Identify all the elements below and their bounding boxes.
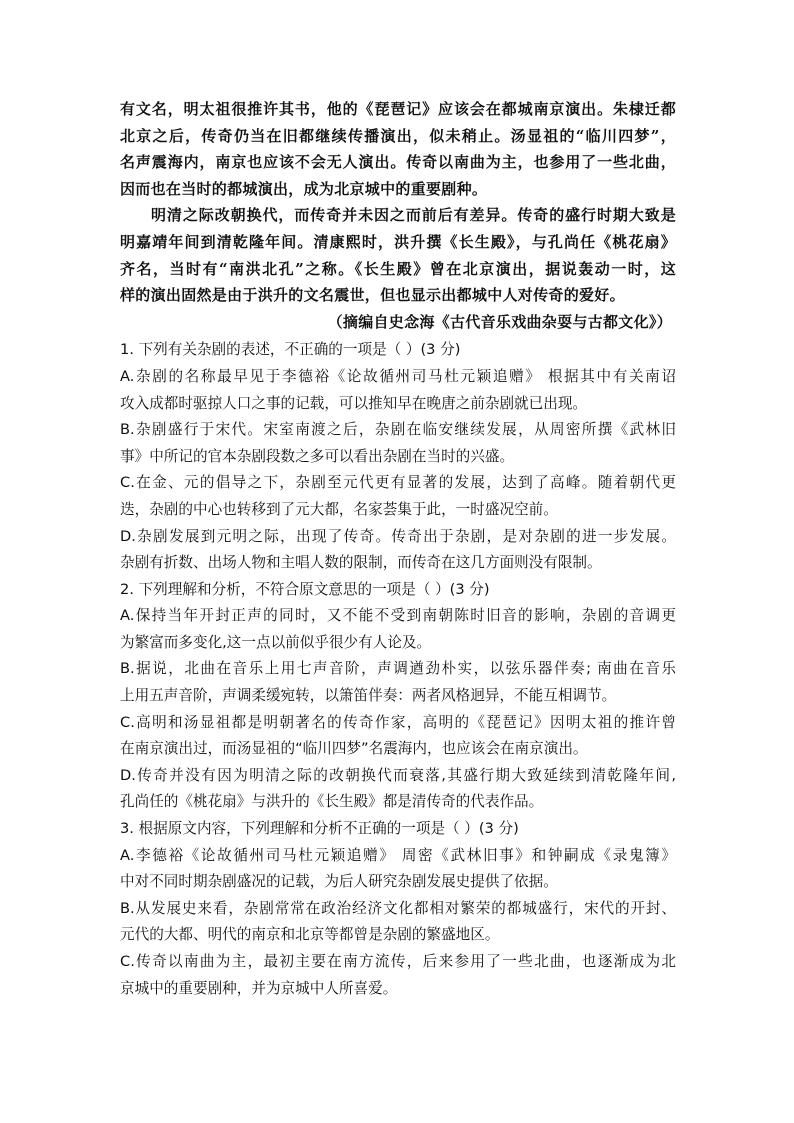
question-3-option-b: 元代的大都、明代的南京和北京等都曾是杂剧的繁盛地区。 xyxy=(120,926,500,944)
passage-line: 因而也在当时的都城演出，成为北京城中的重要剧种。 xyxy=(120,179,488,198)
question-3-option-c: 京城中的重要剧种，并为京城中人所喜爱。 xyxy=(120,979,398,997)
question-1-option-b: B.杂剧盛行于宋代。宋室南渡之后，杂剧在临安继续发展，从周密所撰《武林旧 xyxy=(120,421,676,439)
passage-line: 齐名，当时有“南洪北孔”之称。《长生殿》曾在北京演出，据说轰动一时，这 xyxy=(120,259,676,278)
question-1-option-b: 事》中所记的官本杂剧段数之多可以看出杂剧在当时的兴盛。 xyxy=(120,447,515,465)
passage-line: 明清之际改朝换代，而传奇并未因之而前后有差异。传奇的盛行时期大致是 xyxy=(151,206,676,225)
question-2-option-a: 为繁富而多变化,这一点以前似乎很少有人论及。 xyxy=(120,633,432,651)
question-2-option-d: D.传奇并没有因为明清之际的改朝换代而衰落,其盛行期大致延续到清乾隆年间, xyxy=(120,766,676,784)
question-2-option-b: B.据说，北曲在音乐上用七声音阶，声调遒劲朴实，以弦乐器伴奏; 南曲在音乐 xyxy=(120,660,676,678)
question-3-option-a: A.李德裕《论故循州司马杜元颖追赠》 周密《武林旧事》和钟嗣成《录鬼簿》 xyxy=(120,846,676,864)
question-2-stem: 2. 下列理解和分析，不符合原文意思的一项是（ ）(3 分) xyxy=(120,580,490,598)
reading-passage xyxy=(120,96,676,335)
passage-line: 名声震海内，南京也应该不会无人演出。传奇以南曲为主，也参用了一些北曲， xyxy=(120,153,676,172)
question-3-stem: 3. 根据原文内容，下列理解和分析不正确的一项是（ ）(3 分) xyxy=(120,820,519,838)
question-1-option-d: D.杂剧发展到元明之际，出现了传奇。传奇出于杂剧，是对杂剧的进一步发展。 xyxy=(120,527,676,545)
question-1-option-a: 攻入成都时驱掠人口之事的记载，可以推知早在晚唐之前杂剧就已出现。 xyxy=(120,394,588,412)
passage-line: 样的演出固然是由于洪升的文名震世，但也显示出都城中人对传奇的爱好。 xyxy=(120,286,625,305)
question-3-option-a: 中对不同时期杂剧盛况的记载，为后人研究杂剧发展史提供了依据。 xyxy=(120,873,558,891)
passage-source: （摘编自史念海《古代音乐戏曲杂耍与古都文化》） xyxy=(327,312,672,331)
document-page xyxy=(120,96,676,1002)
question-1-option-a: A.杂剧的名称最早见于李德裕《论故循州司马杜元颖追赠》 根据其中有关南诏 xyxy=(120,367,676,385)
question-3-option-b: B.从发展史来看，杂剧常常在政治经济文化都相对繁荣的都城盛行，宋代的开封、 xyxy=(120,899,676,917)
question-1-option-c: C.在金、元的倡导之下，杂剧至元代更有显著的发展，达到了高峰。随着朝代更 xyxy=(120,474,676,492)
question-1-option-d: 杂剧有折数、出场人物和主唱人数的限制，而传奇在这几方面则没有限制。 xyxy=(120,554,602,572)
passage-line: 有文名，明太祖很推许其书，他的《琵琶记》应该会在都城南京演出。朱棣迁都 xyxy=(120,100,676,118)
passage-line: 明嘉靖年间到清乾隆年间。清康熙时，洪升撰《长生殿》，与孔尚任《桃花扇》 xyxy=(120,232,676,251)
question-2-option-b: 上用五声音阶，声调柔缓宛转，以箫笛伴奏：两者风格迥异，不能互相调节。 xyxy=(120,687,617,705)
passage-line: 北京之后，传奇仍当在旧都继续传播演出，似未稍止。汤显祖的“临川四梦”， xyxy=(120,126,676,145)
question-2-option-a: A.保持当年开封正声的同时，又不能不受到南朝陈时旧音的影响，杂剧的音调更 xyxy=(120,607,676,625)
question-1-stem: 1. 下列有关杂剧的表述，不正确的一项是（ ）(3 分) xyxy=(120,341,461,359)
question-1-option-c: 迭，杂剧的中心也转移到了元大都，名家荟集于此，一时盛况空前。 xyxy=(120,500,558,518)
question-2-option-d: 孔尚任的《桃花扇》与洪升的《长生殿》都是清传奇的代表作品。 xyxy=(120,793,544,811)
question-list xyxy=(120,337,676,1002)
question-2-option-c: 在南京演出过，而汤显祖的“临川四梦”名震海内，也应该会在南京演出。 xyxy=(120,740,588,758)
question-3-option-c: C.传奇以南曲为主，最初主要在南方流传，后来参用了一些北曲，也逐渐成为北 xyxy=(120,953,676,970)
question-2-option-c: C.高明和汤显祖都是明朝著名的传奇作家，高明的《琵琶记》因明太祖的推许曾 xyxy=(120,713,676,731)
